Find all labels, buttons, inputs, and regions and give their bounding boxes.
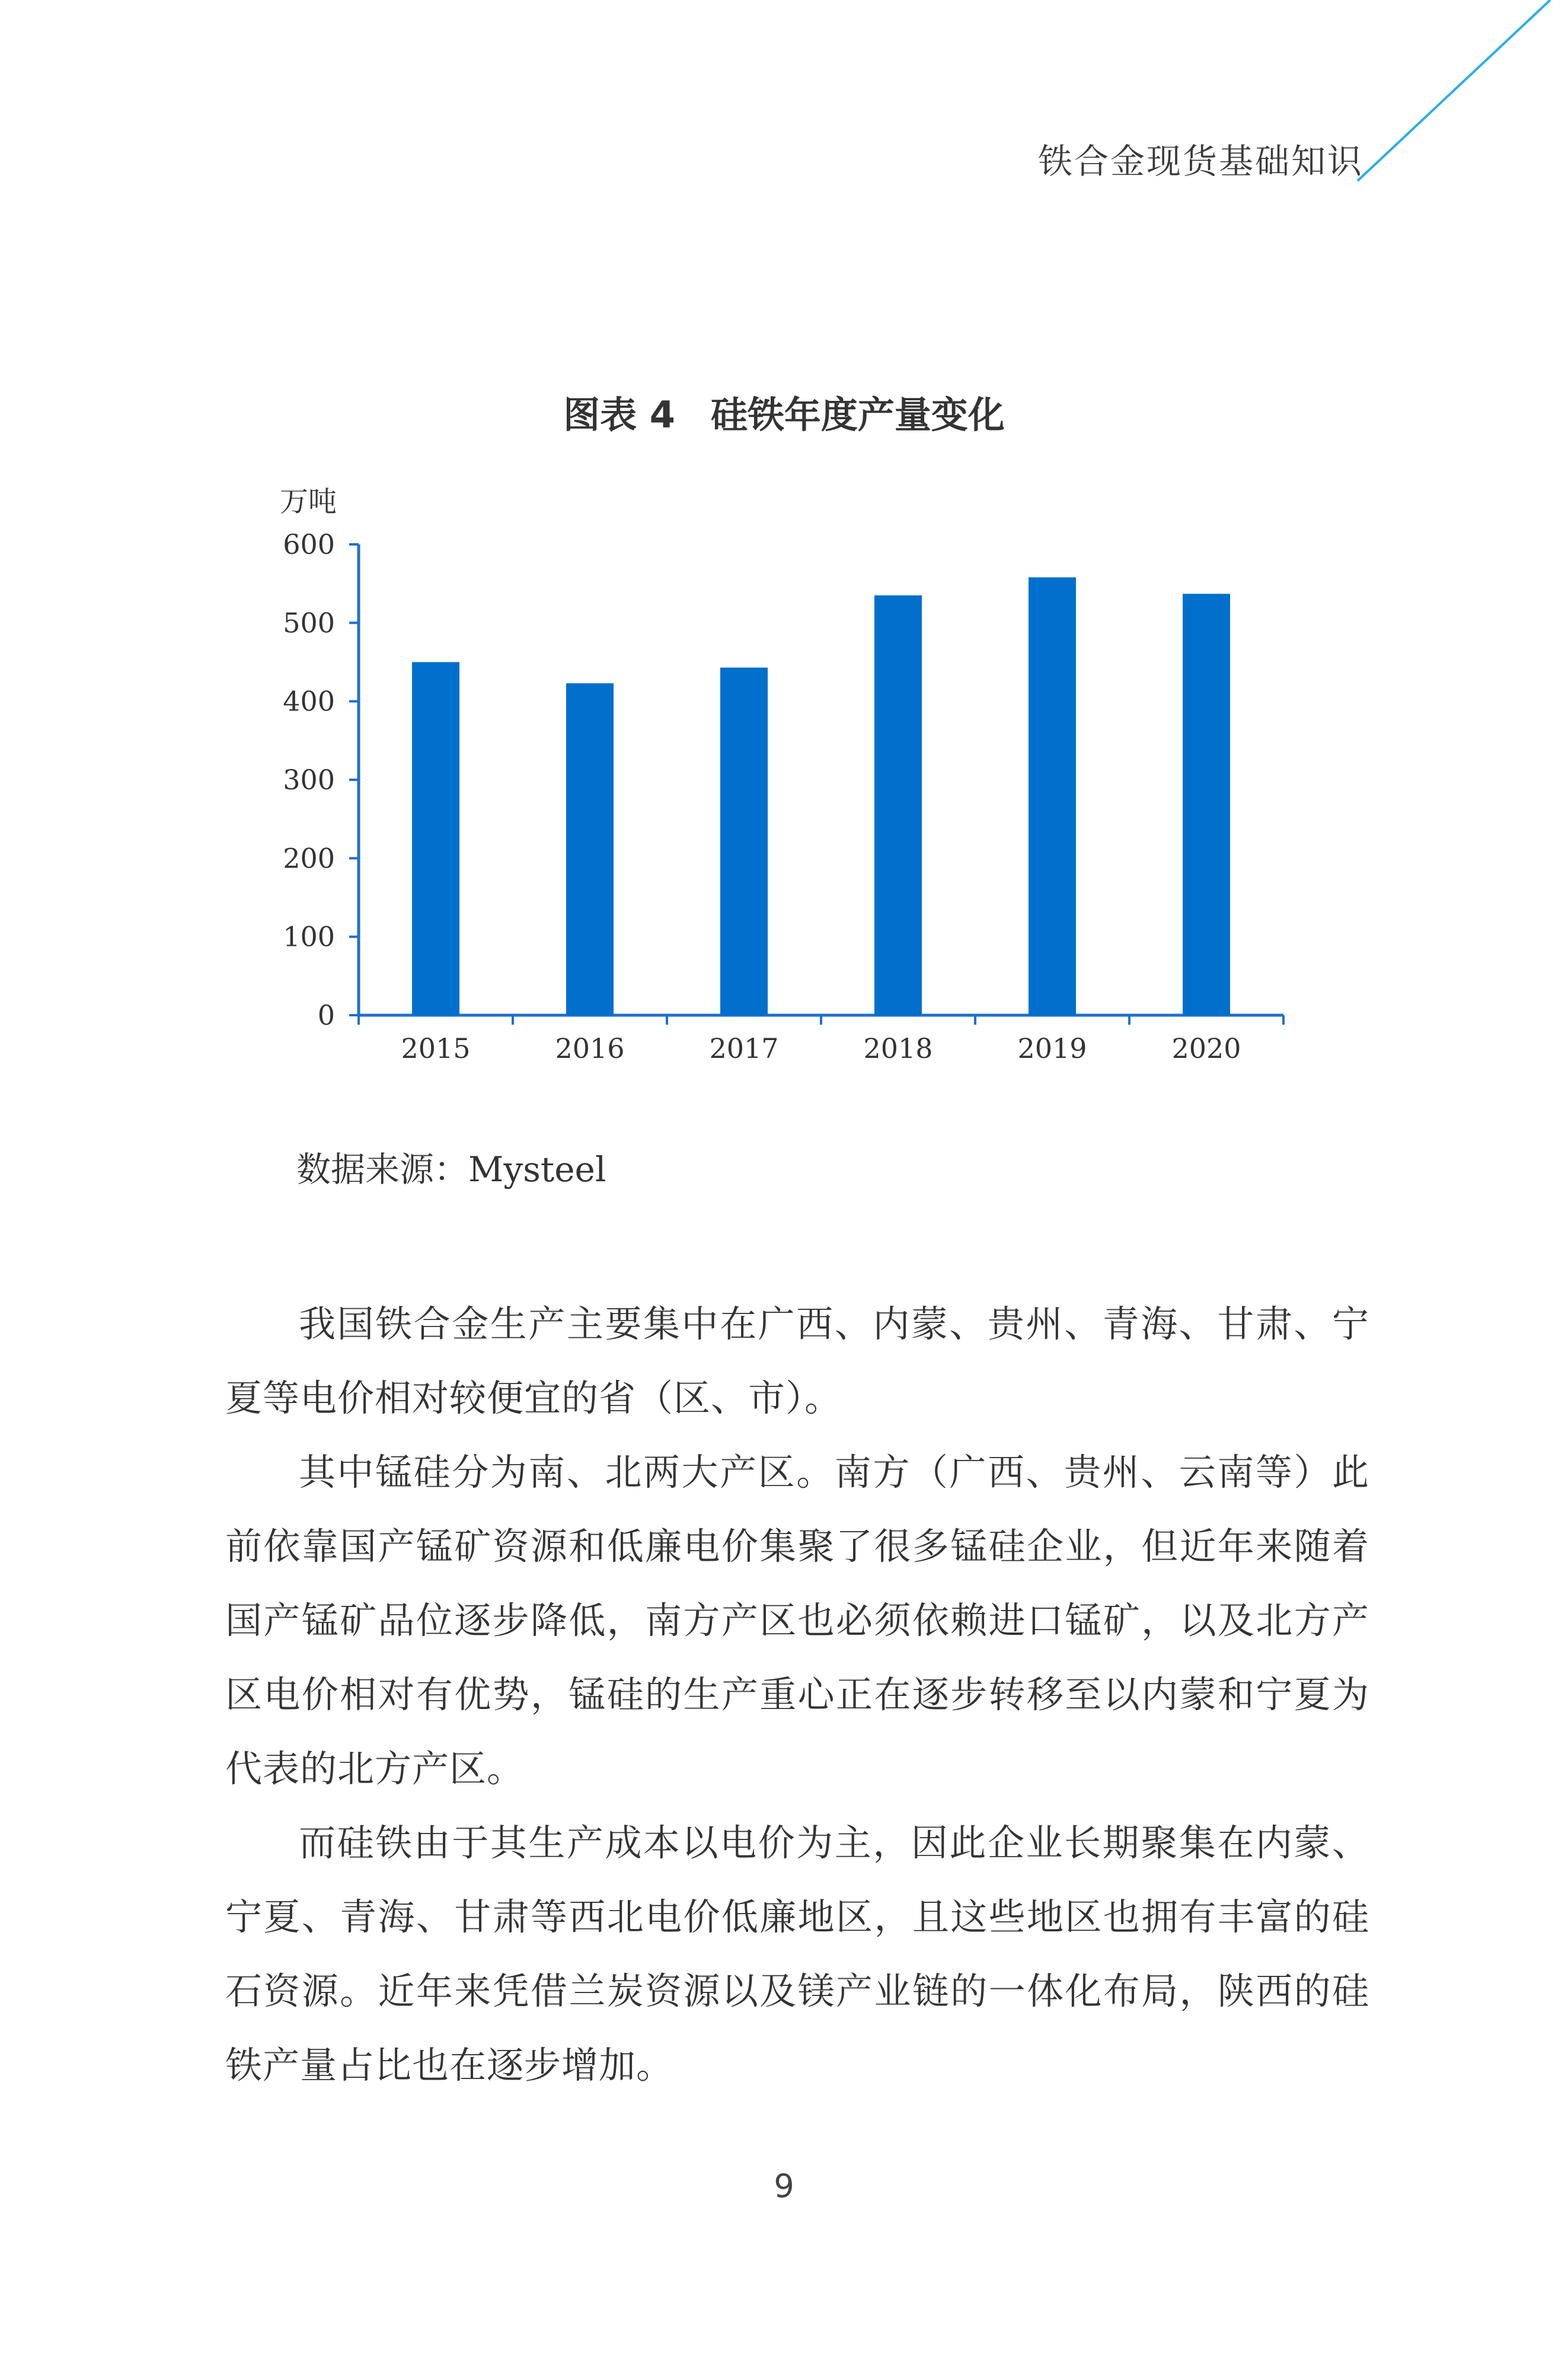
bar-2016 (566, 683, 614, 1015)
bar-2020 (1183, 594, 1230, 1015)
y-tick-label: 100 (283, 920, 335, 953)
bar-2018 (874, 595, 922, 1015)
y-axis-unit-label: 万吨 (279, 485, 337, 518)
bar-chart (0, 0, 1568, 1097)
x-tick-label: 2016 (555, 1032, 625, 1064)
bar-2015 (412, 662, 459, 1016)
figure-label: 图表 4 (563, 393, 675, 436)
paragraph-2: 其中锰硅分为南、北两大产区。南方（广西、贵州、云南等）此前依靠国产锰矿资源和低廉电价集聚了很多锰硅企业，但近年来随着国产锰矿品位逐步降低，南方产区也必须依赖进口锰矿，以及北方产区电价相对有优势，锰硅的生产重心正在逐步转移至以内蒙和宁夏为代表的北方产区。 (225, 1450, 1369, 1790)
y-tick-label: 600 (283, 528, 335, 560)
bar-2017 (720, 668, 768, 1015)
bar-2019 (1029, 578, 1076, 1015)
x-tick-label: 2018 (863, 1032, 933, 1064)
y-tick-label: 200 (283, 842, 335, 875)
y-tick-label: 400 (283, 685, 335, 718)
paragraph-1: 我国铁合金生产主要集中在广西、内蒙、贵州、青海、甘肃、宁夏等电价相对较便宜的省（区、市）。 (225, 1302, 1369, 1420)
page-number: 9 (774, 2167, 794, 2205)
data-source: 数据来源：Mysteel (296, 1149, 606, 1190)
x-tick-label: 2017 (709, 1032, 779, 1064)
header-title: 铁合金现货基础知识 (1037, 141, 1363, 181)
y-tick-label: 500 (283, 607, 335, 639)
y-tick-label: 300 (283, 764, 335, 796)
y-tick-label: 0 (317, 999, 335, 1031)
paragraph-3: 而硅铁由于其生产成本以电价为主，因此企业长期聚集在内蒙、宁夏、青海、甘肃等西北电价低廉地区，且这些地区也拥有丰富的硅石资源。近年来凭借兰炭资源以及镁产业链的一体化布局，陕西的硅铁产量占比也在逐步增加。 (225, 1821, 1369, 2087)
figure-caption: 硅铁年度产量变化 (710, 393, 1005, 436)
x-tick-label: 2015 (401, 1032, 471, 1064)
x-tick-label: 2020 (1171, 1032, 1241, 1064)
x-tick-label: 2019 (1017, 1032, 1087, 1064)
